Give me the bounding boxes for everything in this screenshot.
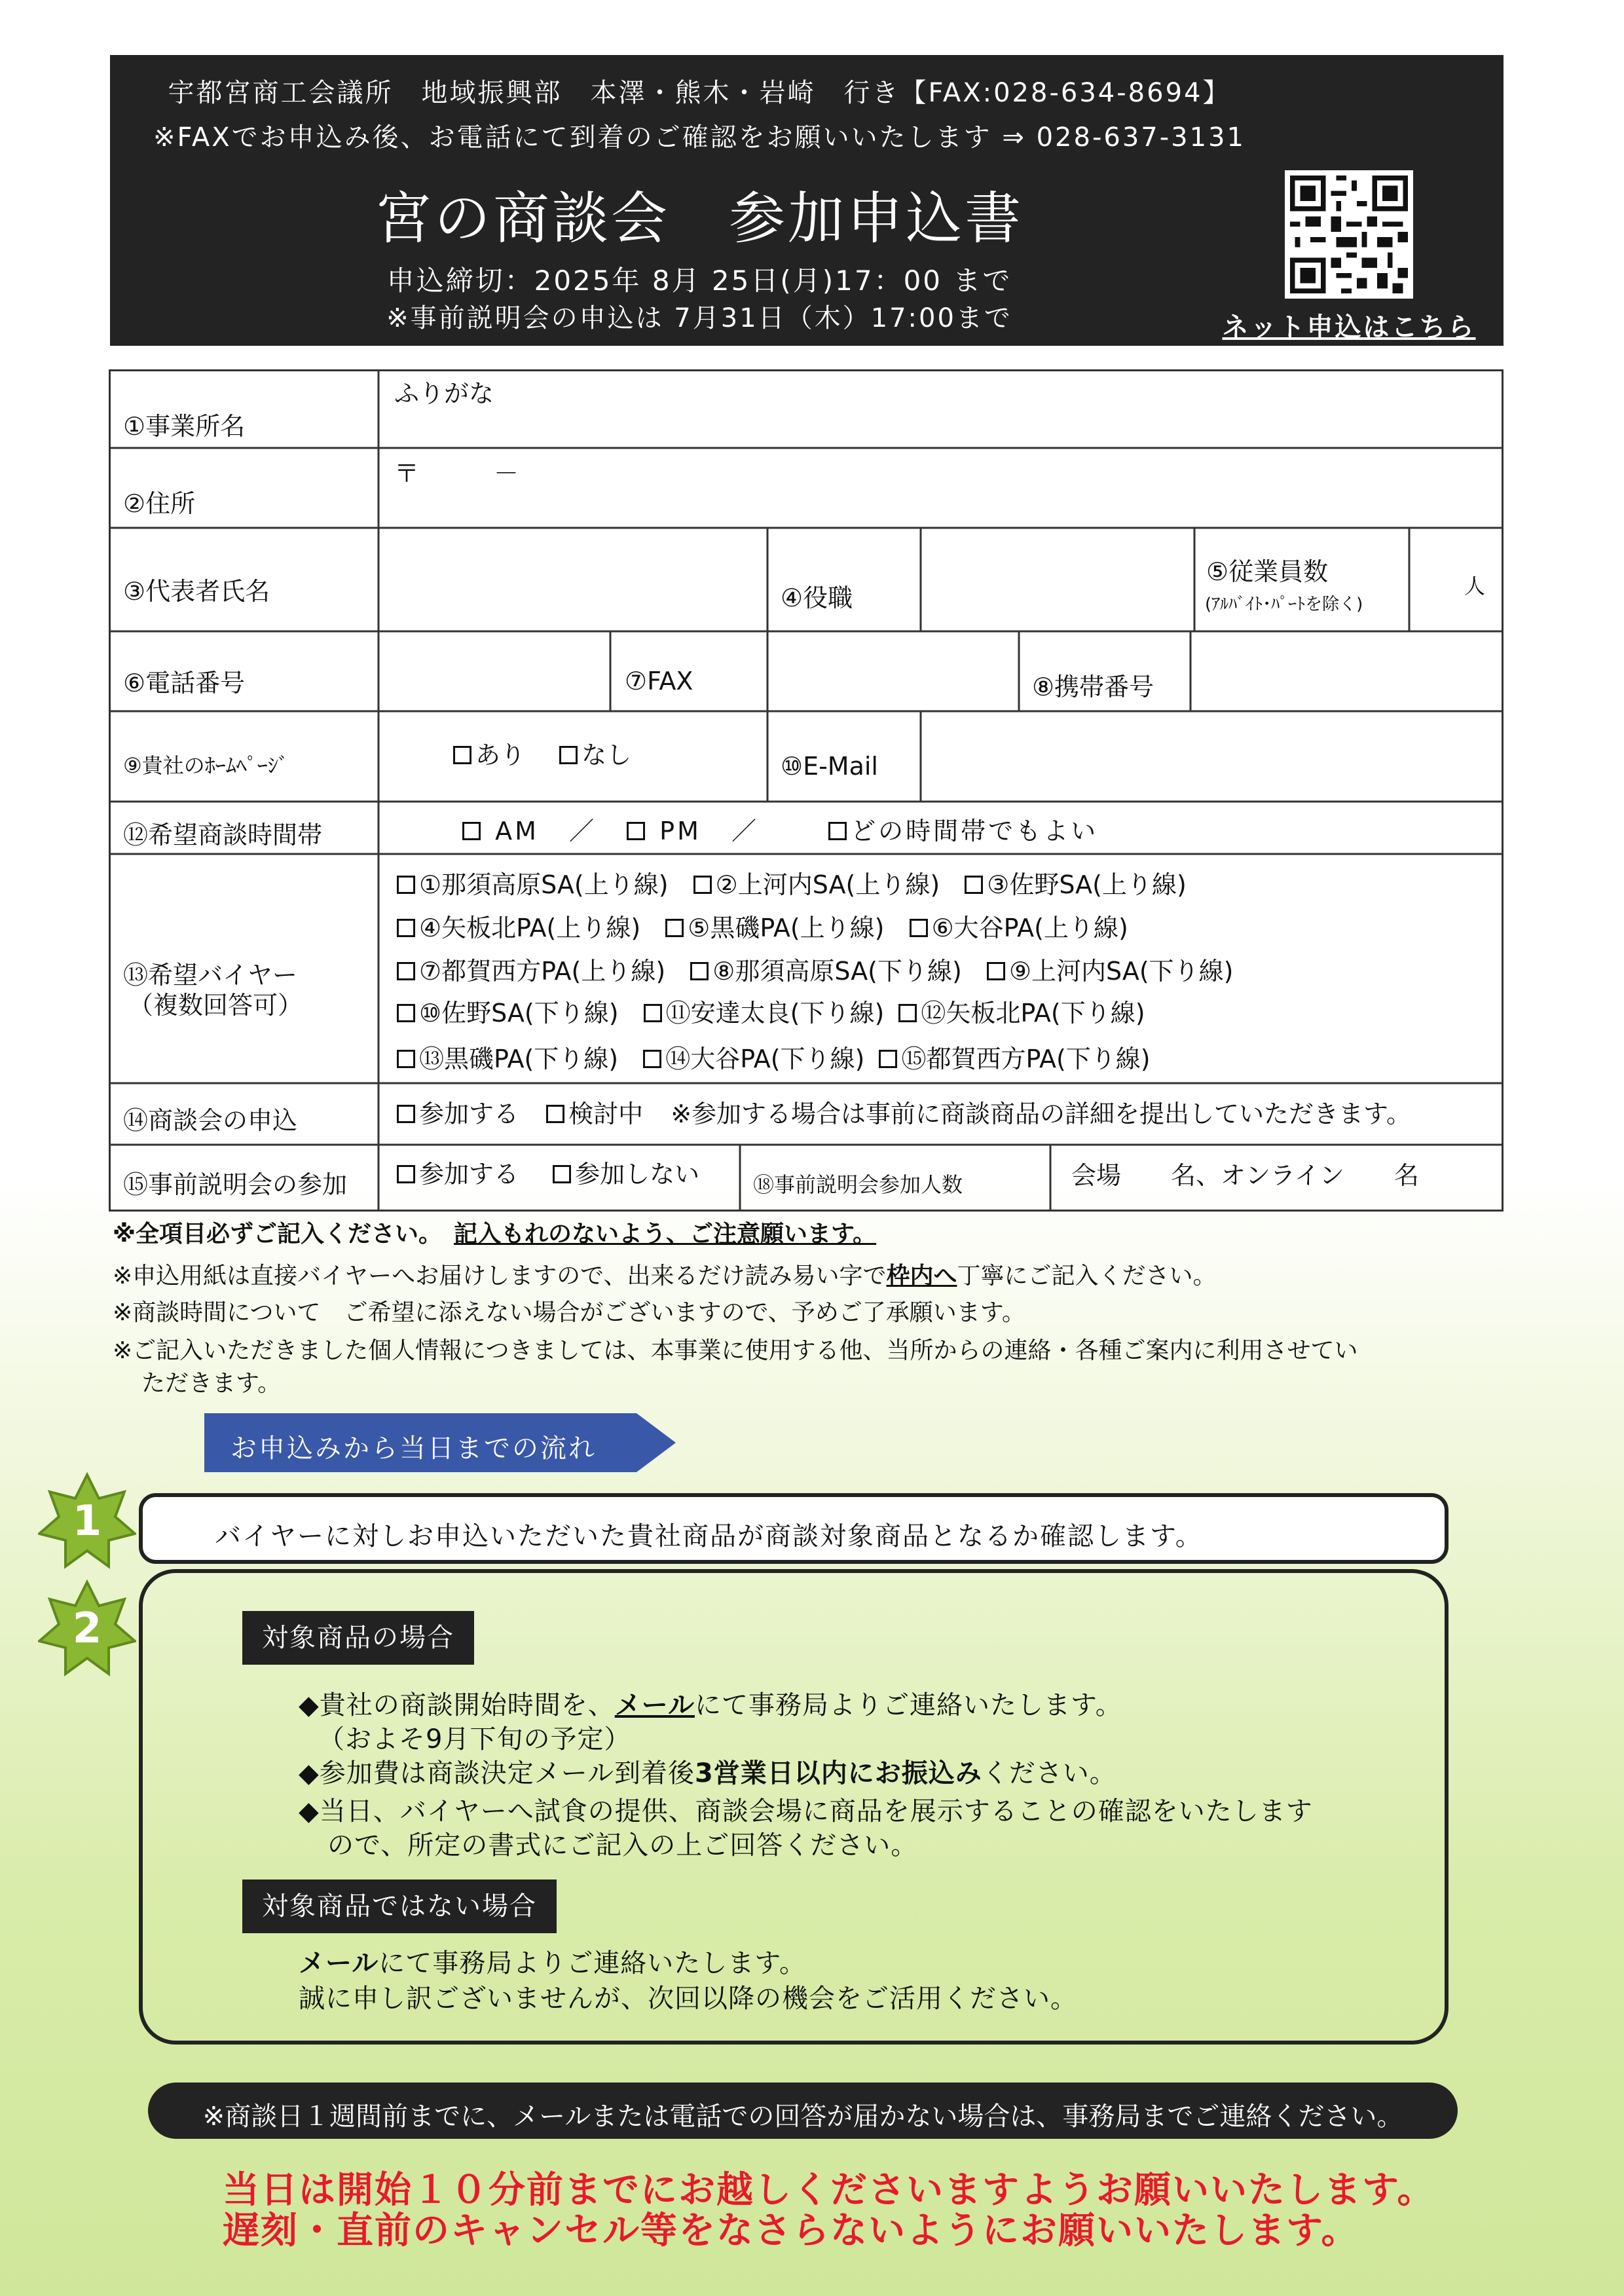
buyer-row <box>397 993 1145 1029</box>
homepage-no-option[interactable]: なし <box>559 741 631 769</box>
checkbox-icon[interactable] <box>690 962 709 980</box>
homepage-yes-option[interactable]: あり <box>453 741 525 769</box>
briefing-yes-option[interactable]: 参加する <box>397 1160 519 1189</box>
email-label: ⑩E-Mail <box>781 752 878 781</box>
checkbox-icon[interactable] <box>397 962 415 980</box>
briefing-label: ⑮事前説明会の参加 <box>123 1170 348 1199</box>
checkbox-icon[interactable] <box>397 1105 415 1123</box>
step2-number: 2 <box>72 1604 102 1653</box>
checkbox-icon[interactable] <box>898 1004 917 1022</box>
arrival-warning: 当日は開始１０分前までにお越しくださいますようお願いいたします。 <box>223 2169 1435 2212</box>
step1-number: 1 <box>72 1497 102 1546</box>
buyer-row <box>397 864 1187 900</box>
buyer-option[interactable]: ⑬黒磯PA(下り線) <box>397 1045 618 1073</box>
apply-yes-option[interactable]: 参加する <box>397 1100 519 1128</box>
apply-consider-option[interactable]: 検討中 <box>546 1100 643 1128</box>
checkbox-icon[interactable] <box>397 876 415 894</box>
checkbox-icon[interactable] <box>397 1165 415 1183</box>
case-ineligible-tag: 対象商品ではない場合 <box>242 1879 557 1933</box>
buyer-option[interactable]: ⑮都賀西方PA(下り線) <box>879 1045 1150 1073</box>
buyer-option[interactable]: ③佐野SA(上り線) <box>965 870 1187 899</box>
postal-code-field[interactable]: 〒 － <box>394 459 519 488</box>
eligible-item-3-cont: ので、所定の書式にご記入の上ご回答ください。 <box>327 1830 918 1861</box>
buyer-option[interactable]: ⑭大谷PA(下り線) <box>643 1045 864 1073</box>
form-grid <box>109 369 1504 1212</box>
checkbox-icon[interactable] <box>627 822 645 840</box>
briefing-count-field[interactable]: 会場 名、オンライン 名 <box>1071 1161 1419 1190</box>
phone-label: ⑥電話番号 <box>123 669 246 697</box>
buyer-option[interactable]: ⑤黒磯PA(上り線) <box>665 914 884 942</box>
buyer-row <box>397 951 1233 987</box>
buyer-option[interactable]: ⑨上河内SA(下り線) <box>987 957 1234 986</box>
header-banner <box>110 55 1504 346</box>
eligible-item-3: ◆当日、バイヤーへ試食の提供、商談会場に商品を展示することの確認をいたします <box>299 1796 1313 1826</box>
ineligible-item-2: 誠に申し訳ございませんが、次回以降の機会をご活用ください。 <box>299 1984 1077 2014</box>
cancel-warning: 遅刻・直前のキャンセル等をなさらないようにお願いいたします。 <box>223 2210 1359 2252</box>
checkbox-icon[interactable] <box>559 746 578 764</box>
time-separator: ／ <box>731 817 759 845</box>
note-privacy-cont: ただきます。 <box>141 1370 282 1397</box>
mobile-label: ⑧携帯番号 <box>1032 673 1154 701</box>
case-eligible-tag: 対象商品の場合 <box>242 1611 474 1665</box>
note-legibility: ※申込用紙は直接バイヤーへお届けしますので、出来るだけ読み易い字で枠内へ丁寧にご記入ください。 <box>113 1263 1217 1289</box>
buyer-option[interactable]: ⑥大谷PA(上り線) <box>910 914 1128 942</box>
buyer-option[interactable]: ⑧那須高原SA(下り線) <box>690 957 962 986</box>
buyer-label: ⑬希望バイヤー <box>123 961 298 990</box>
staff-note: (ｱﾙﾊﾞｲﾄ･ﾊﾟｰﾄを除く) <box>1205 595 1363 614</box>
buyer-option[interactable]: ⑦都賀西方PA(上り線) <box>397 957 665 986</box>
flow-ribbon: お申込みから当日までの流れ <box>204 1413 676 1472</box>
homepage-label: ⑨貴社のﾎｰﾑﾍﾟｰｼﾞ <box>123 753 289 778</box>
deadline: 申込締切：2025年 8月 25日(月)17：00 まで <box>386 265 1012 297</box>
checkbox-icon[interactable] <box>828 822 847 840</box>
checkbox-icon[interactable] <box>553 1165 571 1183</box>
step2-star-icon <box>38 1580 136 1678</box>
buyer-multi-note: （複数回答可） <box>128 991 303 1020</box>
fax-label: ⑦FAX <box>625 667 693 695</box>
checkbox-icon[interactable] <box>879 1050 897 1068</box>
buyer-option[interactable]: ④矢板北PA(上り線) <box>397 914 640 942</box>
eligible-item-1: ◆貴社の商談開始時間を、メールにて事務局よりご連絡いたします。 <box>299 1690 1122 1720</box>
checkbox-icon[interactable] <box>397 1004 415 1022</box>
staff-count-label: ⑤従業員数 <box>1206 557 1329 586</box>
page-title: 宮の商談会 参加申込書 <box>375 186 1024 251</box>
ineligible-item-1: メールにて事務局よりご連絡いたします。 <box>299 1948 807 1978</box>
step1-box <box>139 1493 1449 1564</box>
time-any-option[interactable]: どの時間帯でもよい <box>828 817 1098 845</box>
buyer-option[interactable]: ⑪安達太良(下り線) <box>644 999 885 1028</box>
recipient-line: 宇都宮商工会議所 地域振興部 本澤・熊木・岩崎 行き【FAX:028-634-8694】 <box>168 78 1231 108</box>
qr-code-icon[interactable] <box>1285 170 1413 299</box>
reply-notice-bar: ※商談日１週間前までに、メールまたは電話での回答が届かない場合は、事務局までご連絡ください。 <box>148 2083 1458 2139</box>
eligible-item-2: ◆参加費は商談決定メール到着後3営業日以内にお振込みください。 <box>299 1758 1116 1788</box>
time-am-option[interactable]: AM <box>462 817 539 845</box>
buyer-row <box>397 908 1128 944</box>
furigana-label: ふりがな <box>394 379 494 408</box>
checkbox-icon[interactable] <box>643 1050 661 1068</box>
checkbox-icon[interactable] <box>665 919 684 937</box>
checkbox-icon[interactable] <box>644 1004 662 1022</box>
eligible-item-1-note: （およそ9月下旬の予定） <box>318 1724 631 1754</box>
checkbox-icon[interactable] <box>546 1105 564 1123</box>
buyer-option[interactable]: ⑫矢板北PA(下り線) <box>898 999 1145 1028</box>
confirm-line: ※FAXでお申込み後、お電話にて到着のご確認をお願いいたします ⇒ 028-637-3131 <box>153 122 1246 153</box>
checkbox-icon[interactable] <box>397 919 415 937</box>
company-name-label: ①事業所名 <box>123 412 246 441</box>
checkbox-icon[interactable] <box>397 1050 415 1068</box>
address-label: ②住所 <box>123 489 196 518</box>
checkbox-icon[interactable] <box>693 876 712 894</box>
briefing-deadline: ※事前説明会の申込は 7月31日（木）17:00まで <box>386 303 1012 333</box>
buyer-option[interactable]: ⑩佐野SA(下り線) <box>397 999 619 1028</box>
checkbox-icon[interactable] <box>462 822 481 840</box>
apply-note: ※参加する場合は事前に商談商品の詳細を提出していただきます。 <box>671 1100 1412 1128</box>
buyer-option[interactable]: ②上河内SA(上り線) <box>693 870 940 899</box>
checkbox-icon[interactable] <box>965 876 983 894</box>
role-label: ④役職 <box>781 583 853 612</box>
checkbox-icon[interactable] <box>910 919 928 937</box>
buyer-option[interactable]: ①那須高原SA(上り線) <box>397 870 669 899</box>
note-privacy: ※ご記入いただきました個人情報につきましては、本事業に使用する他、当所からの連絡・各種ご案内に利用させてい <box>113 1337 1358 1364</box>
briefing-count-label: ⑱事前説明会参加人数 <box>753 1172 963 1197</box>
note-time: ※商談時間について ご希望に添えない場合がございますので、予めご了承願います。 <box>113 1299 1025 1326</box>
buyer-row <box>397 1039 1151 1075</box>
time-separator: ／ <box>568 817 597 845</box>
preferred-time-label: ⑫希望商談時間帯 <box>123 821 323 849</box>
online-apply-link[interactable]: ネット申込はこちら <box>1222 312 1476 343</box>
checkbox-icon[interactable] <box>987 962 1005 980</box>
time-pm-option[interactable]: PM <box>627 817 701 845</box>
apply-label: ⑭商談会の申込 <box>123 1106 298 1135</box>
step1-text: バイヤーに対しお申込いただいた貴社商品が商談対象商品となるか確認します。 <box>215 1521 1203 1551</box>
checkbox-icon[interactable] <box>453 746 471 764</box>
step1-star-icon <box>38 1472 136 1570</box>
staff-unit: 人 <box>1464 574 1486 599</box>
representative-label: ③代表者氏名 <box>123 577 270 606</box>
briefing-no-option[interactable]: 参加しない <box>553 1160 699 1189</box>
application-form <box>109 369 1504 1212</box>
note-required: ※全項目必ずご記入ください。 記入もれのないよう、ご注意願います。 <box>113 1221 877 1248</box>
